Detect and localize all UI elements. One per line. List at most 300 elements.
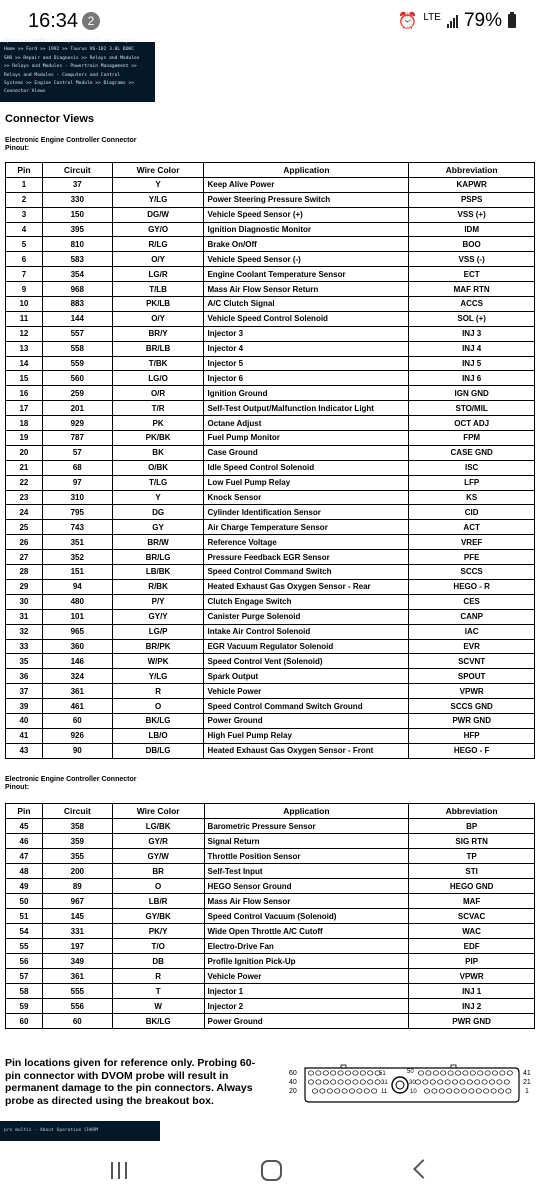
table-row bbox=[6, 849, 535, 864]
connector-label: 1 bbox=[525, 1088, 529, 1095]
wire-color-cell: BK bbox=[112, 445, 204, 460]
wire-color-cell: PK/BK bbox=[112, 431, 204, 446]
pin-cell: 50 bbox=[6, 894, 43, 909]
connector-label: 41 bbox=[523, 1070, 531, 1077]
table-row bbox=[6, 386, 535, 401]
pin-cell: 35 bbox=[6, 654, 43, 669]
circuit-cell: 94 bbox=[42, 579, 112, 594]
wire-color-cell: R bbox=[112, 684, 204, 699]
pin-cell: 13 bbox=[6, 341, 43, 356]
application-cell: Low Fuel Pump Relay bbox=[204, 475, 409, 490]
wire-color-cell: PK/LB bbox=[112, 297, 204, 312]
connector-pin bbox=[504, 1080, 509, 1084]
wire-color-cell: DG bbox=[112, 505, 204, 520]
application-cell: Self-Test Output/Malfunction Indicator Light bbox=[204, 401, 409, 416]
connector-pin bbox=[345, 1080, 350, 1084]
application-cell: Brake On/Off bbox=[204, 237, 409, 252]
table-row bbox=[6, 969, 535, 984]
table-row bbox=[6, 639, 535, 654]
circuit-cell: 361 bbox=[42, 969, 112, 984]
application-cell: Knock Sensor bbox=[204, 490, 409, 505]
application-cell: Keep Alive Power bbox=[204, 177, 409, 192]
circuit-cell: 37 bbox=[42, 177, 112, 192]
connector-pin bbox=[441, 1071, 446, 1075]
abbreviation-cell: LFP bbox=[409, 475, 535, 490]
circuit-cell: 145 bbox=[42, 909, 112, 924]
circuit-cell: 259 bbox=[42, 386, 112, 401]
pin-cell: 30 bbox=[6, 594, 43, 609]
signal-icon bbox=[447, 14, 458, 28]
abbreviation-cell: HFP bbox=[409, 728, 535, 743]
wire-color-cell: O/Y bbox=[112, 252, 204, 267]
table-row bbox=[6, 326, 535, 341]
pin-cell: 14 bbox=[6, 356, 43, 371]
circuit-cell: 560 bbox=[42, 371, 112, 386]
abbreviation-cell: HEGO GND bbox=[409, 879, 535, 894]
footer-link[interactable]: pro multis - About Operation CHARM bbox=[0, 1121, 160, 1141]
abbreviation-cell: KS bbox=[409, 490, 535, 505]
application-cell: Mass Air Flow Sensor bbox=[204, 894, 409, 909]
abbreviation-cell: IAC bbox=[409, 624, 535, 639]
section-title: Electronic Engine Controller Connector bbox=[5, 776, 137, 783]
abbreviation-cell: VPWR bbox=[409, 684, 535, 699]
pin-cell: 17 bbox=[6, 401, 43, 416]
wire-color-cell: T/LG bbox=[112, 475, 204, 490]
connector-pin bbox=[438, 1080, 443, 1084]
connector-pin bbox=[323, 1080, 328, 1084]
circuit-cell: 583 bbox=[42, 252, 112, 267]
application-cell: Injector 1 bbox=[204, 984, 409, 999]
circuit-cell: 349 bbox=[42, 954, 112, 969]
abbreviation-cell: EVR bbox=[409, 639, 535, 654]
connector-pin bbox=[470, 1071, 475, 1075]
connector-pin bbox=[497, 1080, 502, 1084]
wire-color-cell: T/R bbox=[112, 401, 204, 416]
table-row bbox=[6, 297, 535, 312]
connector-pin bbox=[463, 1071, 468, 1075]
wire-color-cell: O/BK bbox=[112, 460, 204, 475]
circuit-cell: 556 bbox=[42, 999, 112, 1014]
connector-pin bbox=[433, 1071, 438, 1075]
battery-percent: 79% bbox=[463, 10, 502, 31]
connector-pin bbox=[415, 1080, 420, 1084]
wire-color-cell: BR/Y bbox=[112, 326, 204, 341]
application-cell: Speed Control Command Switch Ground bbox=[204, 699, 409, 714]
circuit-cell: 150 bbox=[42, 207, 112, 222]
wire-color-cell: T bbox=[112, 984, 204, 999]
connector-pin bbox=[368, 1080, 373, 1084]
abbreviation-cell: VREF bbox=[409, 535, 535, 550]
table-row bbox=[6, 939, 535, 954]
table-row bbox=[6, 894, 535, 909]
col-header-pin: Pin bbox=[6, 163, 43, 178]
section-subtitle: Pinout: bbox=[5, 784, 30, 791]
table-row bbox=[6, 282, 535, 297]
application-cell: Vehicle Speed Control Solenoid bbox=[204, 311, 409, 326]
wire-color-cell: LG/R bbox=[112, 267, 204, 282]
abbreviation-cell: PIP bbox=[409, 954, 535, 969]
connector-pin bbox=[506, 1089, 511, 1093]
col-header-pin: Pin bbox=[6, 804, 43, 819]
circuit-cell: 146 bbox=[42, 654, 112, 669]
pin-cell: 27 bbox=[6, 550, 43, 565]
pin-cell: 5 bbox=[6, 237, 43, 252]
col-header-circuit: Circuit bbox=[42, 804, 112, 819]
circuit-cell: 352 bbox=[42, 550, 112, 565]
application-cell: Ignition Ground bbox=[204, 386, 409, 401]
circuit-cell: 331 bbox=[42, 924, 112, 939]
circuit-cell: 351 bbox=[42, 535, 112, 550]
connector-pin bbox=[327, 1089, 332, 1093]
table-row bbox=[6, 460, 535, 475]
wire-color-cell: O bbox=[112, 699, 204, 714]
circuit-cell: 968 bbox=[42, 282, 112, 297]
abbreviation-cell: CES bbox=[409, 594, 535, 609]
connector-pin bbox=[364, 1089, 369, 1093]
wire-color-cell: DG/W bbox=[112, 207, 204, 222]
table-row bbox=[6, 579, 535, 594]
circuit-cell: 810 bbox=[42, 237, 112, 252]
circuit-cell: 967 bbox=[42, 894, 112, 909]
connector-pin bbox=[500, 1071, 505, 1075]
connector-pin bbox=[335, 1089, 340, 1093]
breadcrumb[interactable] bbox=[0, 39, 155, 102]
wire-color-cell: T/BK bbox=[112, 356, 204, 371]
connector-label: 31 bbox=[381, 1080, 388, 1086]
wire-color-cell: PK/Y bbox=[112, 924, 204, 939]
abbreviation-cell: PWR GND bbox=[409, 713, 535, 728]
connector-pin bbox=[482, 1080, 487, 1084]
connector-pin bbox=[357, 1089, 362, 1093]
abbreviation-cell: INJ 3 bbox=[409, 326, 535, 341]
wire-color-cell: GY/Y bbox=[112, 609, 204, 624]
application-cell: A/C Clutch Signal bbox=[204, 297, 409, 312]
wire-color-cell: GY bbox=[112, 520, 204, 535]
connector-pin bbox=[478, 1071, 483, 1075]
table-row bbox=[6, 356, 535, 371]
breadcrumb-line[interactable]: Operation CHARM: Car repair manuals for everyone. bbox=[4, 39, 140, 44]
abbreviation-cell: IGN GND bbox=[409, 386, 535, 401]
application-cell: Octane Adjust bbox=[204, 416, 409, 431]
breadcrumb-line[interactable]: Relays and Modules - Computers and Control bbox=[4, 72, 121, 78]
connector-pin bbox=[338, 1071, 343, 1075]
abbreviation-cell: KAPWR bbox=[409, 177, 535, 192]
connector-pin bbox=[461, 1089, 466, 1093]
pin-cell: 20 bbox=[6, 445, 43, 460]
page-title: Connector Views bbox=[5, 113, 95, 125]
abbreviation-cell: HEGO - R bbox=[409, 579, 535, 594]
pin-cell: 2 bbox=[6, 192, 43, 207]
connector-pin bbox=[360, 1080, 365, 1084]
connector-pin bbox=[432, 1089, 437, 1093]
connector-pin bbox=[320, 1089, 325, 1093]
col-header-wire-color: Wire Color bbox=[112, 163, 204, 178]
wire-color-cell: LG/P bbox=[112, 624, 204, 639]
abbreviation-cell: INJ 4 bbox=[409, 341, 535, 356]
application-cell: Vehicle Speed Sensor (+) bbox=[204, 207, 409, 222]
pinout-table-2 bbox=[5, 803, 535, 1029]
breadcrumb-line[interactable]: SHO >> Repair and Diagnosis >> Relays and Modules bbox=[4, 55, 140, 61]
status-bar bbox=[0, 0, 540, 42]
table-row bbox=[6, 609, 535, 624]
table-row bbox=[6, 684, 535, 699]
abbreviation-cell: SCVNT bbox=[409, 654, 535, 669]
connector-pin bbox=[323, 1071, 328, 1075]
circuit-cell: 354 bbox=[42, 267, 112, 282]
connector-pin bbox=[455, 1071, 460, 1075]
connector-pin bbox=[360, 1071, 365, 1075]
table-row bbox=[6, 864, 535, 879]
connector-label: 10 bbox=[410, 1089, 417, 1095]
wire-color-cell: BR bbox=[112, 864, 204, 879]
connector-pin bbox=[426, 1071, 431, 1075]
table-row bbox=[6, 371, 535, 386]
abbreviation-cell: MAF bbox=[409, 894, 535, 909]
battery-icon bbox=[508, 14, 516, 28]
application-cell: Barometric Pressure Sensor bbox=[204, 819, 409, 834]
pin-cell: 39 bbox=[6, 699, 43, 714]
pin-cell: 40 bbox=[6, 713, 43, 728]
circuit-cell: 97 bbox=[42, 475, 112, 490]
table-row bbox=[6, 743, 535, 758]
pin-cell: 24 bbox=[6, 505, 43, 520]
circuit-cell: 795 bbox=[42, 505, 112, 520]
table-row bbox=[6, 535, 535, 550]
pin-cell: 11 bbox=[6, 311, 43, 326]
application-cell: Ignition Diagnostic Monitor bbox=[204, 222, 409, 237]
circuit-cell: 60 bbox=[42, 713, 112, 728]
col-header-application: Application bbox=[204, 804, 409, 819]
wire-color-cell: W bbox=[112, 999, 204, 1014]
pin-cell: 54 bbox=[6, 924, 43, 939]
abbreviation-cell: CASE GND bbox=[409, 445, 535, 460]
pin-cell: 56 bbox=[6, 954, 43, 969]
circuit-cell: 151 bbox=[42, 565, 112, 580]
connector-pin bbox=[331, 1080, 336, 1084]
connector-pin bbox=[331, 1071, 336, 1075]
table-row bbox=[6, 984, 535, 999]
application-cell: Fuel Pump Monitor bbox=[204, 431, 409, 446]
application-cell: Vehicle Power bbox=[204, 684, 409, 699]
col-header-application: Application bbox=[204, 163, 409, 178]
circuit-cell: 883 bbox=[42, 297, 112, 312]
pin-cell: 7 bbox=[6, 267, 43, 282]
table-row bbox=[6, 879, 535, 894]
breadcrumb-line[interactable]: >> Relays and Modules - Powertrain Management >> bbox=[4, 64, 137, 70]
application-cell: Mass Air Flow Sensor Return bbox=[204, 282, 409, 297]
application-cell: Case Ground bbox=[204, 445, 409, 460]
wire-color-cell: O bbox=[112, 879, 204, 894]
abbreviation-cell: SIG RTN bbox=[409, 834, 535, 849]
pin-cell: 9 bbox=[6, 282, 43, 297]
application-cell: Clutch Engage Switch bbox=[204, 594, 409, 609]
table-row bbox=[6, 431, 535, 446]
application-cell: Power Steering Pressure Switch bbox=[204, 192, 409, 207]
application-cell: Injector 2 bbox=[204, 999, 409, 1014]
wire-color-cell: LG/O bbox=[112, 371, 204, 386]
pin-cell: 10 bbox=[6, 297, 43, 312]
pin-cell: 51 bbox=[6, 909, 43, 924]
connector-pin bbox=[489, 1080, 494, 1084]
application-cell: Profile Ignition Pick-Up bbox=[204, 954, 409, 969]
wire-color-cell: R bbox=[112, 969, 204, 984]
col-header-circuit: Circuit bbox=[42, 163, 112, 178]
circuit-cell: 60 bbox=[42, 1014, 112, 1029]
abbreviation-cell: ECT bbox=[409, 267, 535, 282]
connector-pin bbox=[372, 1089, 377, 1093]
wire-color-cell: BR/PK bbox=[112, 639, 204, 654]
table-row bbox=[6, 999, 535, 1014]
alarm-icon: ⏰ bbox=[397, 13, 418, 30]
abbreviation-cell: SCCS bbox=[409, 565, 535, 580]
circuit-cell: 965 bbox=[42, 624, 112, 639]
application-cell: Self-Test Input bbox=[204, 864, 409, 879]
wire-color-cell: W/PK bbox=[112, 654, 204, 669]
abbreviation-cell: SOL (+) bbox=[409, 311, 535, 326]
abbreviation-cell: VSS (+) bbox=[409, 207, 535, 222]
application-cell: Speed Control Vacuum (Solenoid) bbox=[204, 909, 409, 924]
table-row bbox=[6, 267, 535, 282]
table-row bbox=[6, 252, 535, 267]
table-row bbox=[6, 909, 535, 924]
abbreviation-cell: PFE bbox=[409, 550, 535, 565]
circuit-cell: 310 bbox=[42, 490, 112, 505]
application-cell: Air Charge Temperature Sensor bbox=[204, 520, 409, 535]
wire-color-cell: O/Y bbox=[112, 311, 204, 326]
breadcrumb-line[interactable]: Home >> Ford >> 1992 >> Taurus V6-182 3.0L DOHC bbox=[4, 47, 134, 53]
circuit-cell: 355 bbox=[42, 849, 112, 864]
pin-cell: 18 bbox=[6, 416, 43, 431]
col-header-abbreviation: Abbreviation bbox=[409, 163, 535, 178]
connector-pin bbox=[316, 1071, 321, 1075]
abbreviation-cell: BOO bbox=[409, 237, 535, 252]
wire-color-cell: BR/W bbox=[112, 535, 204, 550]
abbreviation-cell: FPM bbox=[409, 431, 535, 446]
wire-color-cell: BR/LB bbox=[112, 341, 204, 356]
breadcrumb-line[interactable]: Systems >> Engine Control Module >> Diagrams >> bbox=[4, 81, 134, 87]
wire-color-cell: Y/LG bbox=[112, 669, 204, 684]
application-cell: Power Ground bbox=[204, 713, 409, 728]
application-cell: Reference Voltage bbox=[204, 535, 409, 550]
connector-pin bbox=[375, 1080, 380, 1084]
application-cell: Injector 3 bbox=[204, 326, 409, 341]
wire-color-cell: Y/LG bbox=[112, 192, 204, 207]
application-cell: Injector 6 bbox=[204, 371, 409, 386]
connector-pin bbox=[430, 1080, 435, 1084]
abbreviation-cell: STI bbox=[409, 864, 535, 879]
connector-pin bbox=[460, 1080, 465, 1084]
abbreviation-cell: MAF RTN bbox=[409, 282, 535, 297]
pin-cell: 37 bbox=[6, 684, 43, 699]
breadcrumb-line[interactable]: Connector Views bbox=[4, 89, 46, 95]
connector-diagram-icon bbox=[287, 1065, 537, 1107]
connector-label: 21 bbox=[523, 1079, 531, 1086]
pin-cell: 16 bbox=[6, 386, 43, 401]
wire-color-cell: O/R bbox=[112, 386, 204, 401]
wire-color-cell: GY/R bbox=[112, 834, 204, 849]
table-row bbox=[6, 954, 535, 969]
circuit-cell: 330 bbox=[42, 192, 112, 207]
table-row bbox=[6, 819, 535, 834]
clock: 16:34 bbox=[28, 10, 79, 32]
abbreviation-cell: EDF bbox=[409, 939, 535, 954]
table-row bbox=[6, 192, 535, 207]
table-row bbox=[6, 669, 535, 684]
application-cell: Wide Open Throttle A/C Cutoff bbox=[204, 924, 409, 939]
circuit-cell: 68 bbox=[42, 460, 112, 475]
abbreviation-cell: VSS (-) bbox=[409, 252, 535, 267]
circuit-cell: 480 bbox=[42, 594, 112, 609]
connector-pin bbox=[353, 1080, 358, 1084]
connector-label: 30 bbox=[409, 1080, 416, 1086]
application-cell: Signal Return bbox=[204, 834, 409, 849]
connector-pin bbox=[454, 1089, 459, 1093]
pin-cell: 31 bbox=[6, 609, 43, 624]
connector-pin bbox=[308, 1071, 313, 1075]
section-title: Electronic Engine Controller Connector bbox=[5, 137, 137, 144]
connector-pin bbox=[491, 1089, 496, 1093]
pin-cell: 25 bbox=[6, 520, 43, 535]
recent-apps-button[interactable] bbox=[111, 1162, 127, 1179]
connector-pin bbox=[485, 1071, 490, 1075]
circuit-cell: 461 bbox=[42, 699, 112, 714]
table-row bbox=[6, 834, 535, 849]
circuit-cell: 926 bbox=[42, 728, 112, 743]
connector-label: 20 bbox=[289, 1088, 297, 1095]
pin-cell: 1 bbox=[6, 177, 43, 192]
pin-cell: 23 bbox=[6, 490, 43, 505]
circuit-cell: 358 bbox=[42, 819, 112, 834]
table-row bbox=[6, 177, 535, 192]
table-row bbox=[6, 311, 535, 326]
table-row bbox=[6, 654, 535, 669]
circuit-cell: 101 bbox=[42, 609, 112, 624]
table-row bbox=[6, 401, 535, 416]
application-cell: Electro-Drive Fan bbox=[204, 939, 409, 954]
abbreviation-cell: HEGO - F bbox=[409, 743, 535, 758]
pin-cell: 49 bbox=[6, 879, 43, 894]
circuit-cell: 359 bbox=[42, 834, 112, 849]
application-cell: Vehicle Power bbox=[204, 969, 409, 984]
back-button[interactable] bbox=[413, 1159, 433, 1179]
notification-badge: 2 bbox=[82, 12, 100, 30]
abbreviation-cell: CANP bbox=[409, 609, 535, 624]
home-button[interactable] bbox=[261, 1160, 282, 1181]
wire-color-cell: LG/BK bbox=[112, 819, 204, 834]
circuit-cell: 557 bbox=[42, 326, 112, 341]
connector-pin bbox=[475, 1080, 480, 1084]
table-row bbox=[6, 924, 535, 939]
connector-pin bbox=[345, 1071, 350, 1075]
connector-pin bbox=[498, 1089, 503, 1093]
application-cell: Intake Air Control Solenoid bbox=[204, 624, 409, 639]
abbreviation-cell: SCVAC bbox=[409, 909, 535, 924]
abbreviation-cell: VPWR bbox=[409, 969, 535, 984]
wire-color-cell: Y bbox=[112, 490, 204, 505]
circuit-cell: 559 bbox=[42, 356, 112, 371]
pin-cell: 12 bbox=[6, 326, 43, 341]
connector-pin bbox=[423, 1080, 428, 1084]
connector-pin bbox=[368, 1071, 373, 1075]
wire-color-cell: LB/O bbox=[112, 728, 204, 743]
application-cell: Pressure Feedback EGR Sensor bbox=[204, 550, 409, 565]
abbreviation-cell: CID bbox=[409, 505, 535, 520]
abbreviation-cell: SPOUT bbox=[409, 669, 535, 684]
application-cell: Vehicle Speed Sensor (-) bbox=[204, 252, 409, 267]
pin-cell: 28 bbox=[6, 565, 43, 580]
application-cell: Speed Control Vent (Solenoid) bbox=[204, 654, 409, 669]
table-row bbox=[6, 713, 535, 728]
